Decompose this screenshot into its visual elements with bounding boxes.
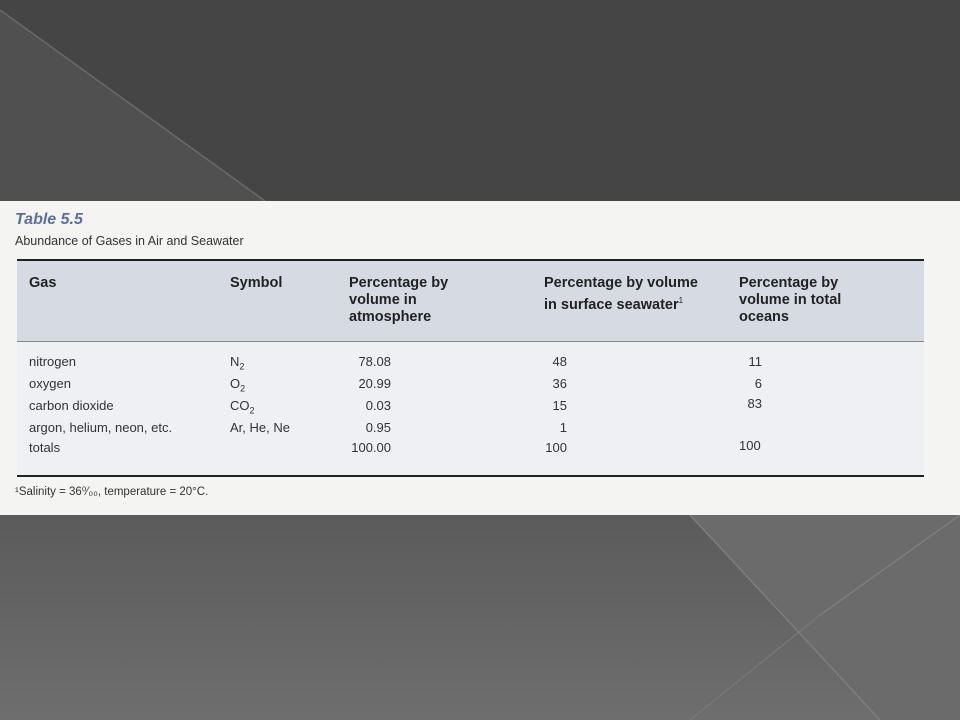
cell-atmosphere: 78.08 (358, 354, 391, 369)
cell-symbol-base: N (230, 354, 240, 369)
cell-surface: 36 (552, 376, 567, 391)
header-symbol: Symbol (230, 275, 283, 291)
header-surface-label: Percentage by volume in surface seawater (544, 275, 698, 313)
cell-surface: 15 (552, 398, 567, 413)
cell-atmosphere: 20.99 (358, 376, 391, 391)
data-table (17, 259, 924, 477)
cell-surface: 100 (545, 440, 567, 455)
table-subtitle: Abundance of Gases in Air and Seawater (15, 234, 244, 248)
cell-surface: 1 (559, 420, 567, 435)
header-surface (544, 275, 704, 314)
cell-gas: carbon dioxide (29, 398, 114, 413)
cell-symbol (230, 398, 255, 416)
cell-atmosphere: 100.00 (351, 440, 391, 455)
cell-symbol-base: O (230, 376, 241, 391)
cell-atmosphere: 0.03 (365, 398, 391, 413)
header-total: Percentage by volume in total oceans (739, 275, 842, 325)
table-title: Table 5.5 (15, 211, 83, 228)
cell-total: 6 (754, 376, 762, 391)
header-surface-footnote-mark: 1 (678, 296, 684, 305)
cell-gas: oxygen (29, 376, 71, 391)
table-image (0, 201, 960, 515)
cell-gas: argon, helium, neon, etc. (29, 420, 173, 435)
cell-symbol-subscript: 2 (239, 361, 245, 372)
cell-symbol-base: CO (230, 398, 250, 413)
cell-surface: 48 (552, 354, 567, 369)
cell-total: 83 (747, 396, 762, 411)
cell-symbol-base: Ar, He, Ne (230, 420, 290, 435)
table-footnote: ¹Salinity = 36⁰⁄₀₀, temperature = 20°C. (15, 486, 209, 498)
cell-symbol-subscript: 2 (249, 405, 255, 416)
header-gas: Gas (29, 275, 57, 291)
cell-symbol (230, 354, 244, 372)
cell-symbol-subscript: 2 (240, 383, 246, 394)
cell-gas: nitrogen (29, 354, 76, 369)
cell-symbol (230, 376, 245, 394)
cell-atmosphere: 0.95 (365, 420, 391, 435)
header-atmosphere: Percentage by volume in atmosphere (349, 275, 449, 325)
table-header-row (17, 261, 924, 342)
cell-total: 100 (739, 438, 761, 453)
cell-symbol (230, 420, 290, 438)
cell-total: 11 (748, 354, 762, 369)
cell-gas: totals (29, 440, 61, 455)
